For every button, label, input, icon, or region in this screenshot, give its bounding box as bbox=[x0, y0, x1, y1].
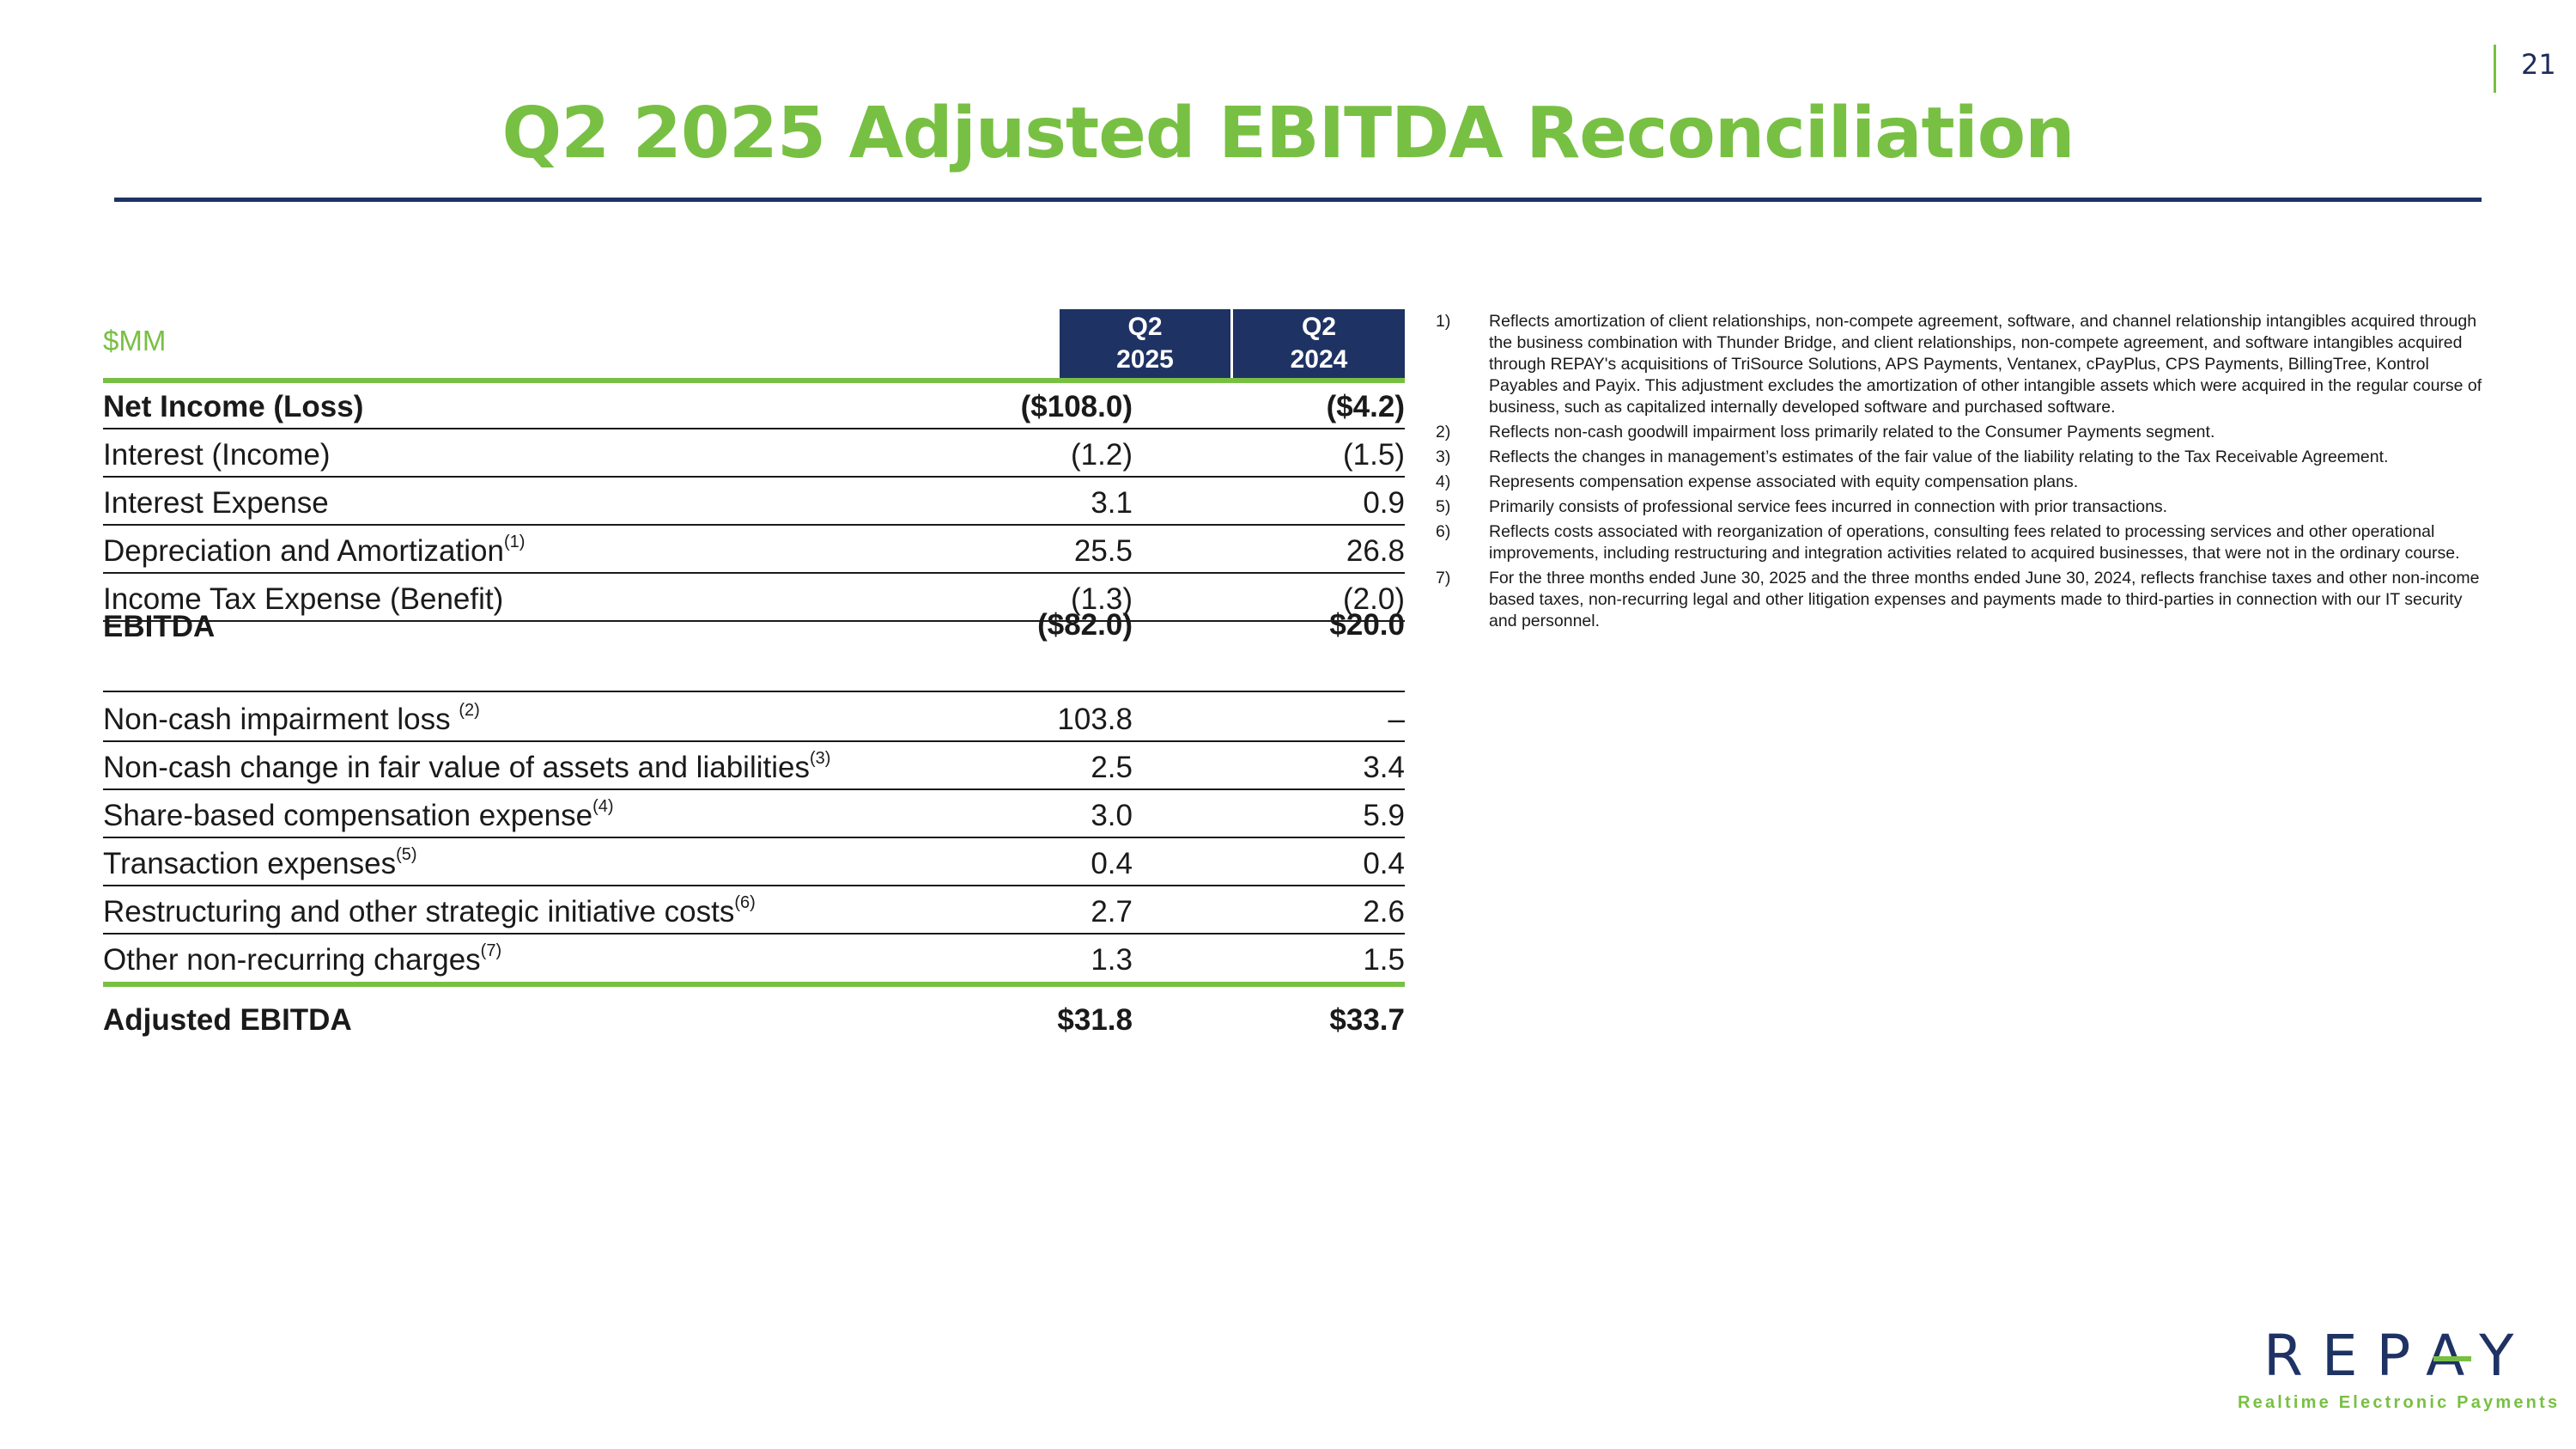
row-value-2025: 0.4 bbox=[1091, 847, 1133, 880]
table-row-net-income bbox=[103, 381, 1405, 429]
row-label: Share-based compensation expense$^{(4)}$ bbox=[103, 797, 614, 832]
footnote-text: Reflects non-cash goodwill impairment loss primarily related to the Consumer Payments segment. bbox=[1489, 423, 2215, 441]
table-row-other-non-recurring bbox=[103, 935, 1405, 983]
row-label: Interest (Income) bbox=[103, 438, 331, 472]
footnote-item bbox=[1436, 521, 2483, 564]
footnote-number: 7) bbox=[1436, 569, 1451, 588]
logo-accent-icon bbox=[2421, 1330, 2482, 1383]
table-row-interest-income bbox=[103, 429, 1405, 478]
row-label: Adjusted EBITDA bbox=[103, 1003, 352, 1037]
footnote-text: Represents compensation expense associated with equity compensation plans. bbox=[1489, 472, 2079, 491]
row-value-2025: 25.5 bbox=[1073, 534, 1133, 568]
footnote-number: 3) bbox=[1436, 447, 1451, 466]
row-divider bbox=[103, 691, 1405, 692]
footnote-item bbox=[1436, 568, 2483, 632]
repay-logo: REPAY bbox=[2263, 1323, 2533, 1389]
page-number-divider bbox=[2494, 45, 2496, 93]
row-value-2024: (1.5) bbox=[1343, 438, 1405, 472]
page-number: 21 bbox=[2521, 48, 2556, 81]
row-value-2024: 26.8 bbox=[1346, 534, 1405, 568]
table-row-spacer bbox=[103, 646, 1405, 692]
row-label: EBITDA bbox=[103, 610, 216, 643]
row-value-2024: 3.4 bbox=[1363, 751, 1405, 784]
row-label: Interest Expense bbox=[103, 486, 329, 520]
footnote-item bbox=[1436, 422, 2483, 443]
footnote-item bbox=[1436, 472, 2483, 493]
row-label: Transaction expenses$^{(5)}$ bbox=[103, 845, 417, 880]
footnote-item bbox=[1436, 496, 2483, 518]
row-value-2025: 103.8 bbox=[1057, 703, 1133, 736]
footnote-number: 2) bbox=[1436, 423, 1451, 441]
row-label: Non-cash impairment loss $^{(2)}$ bbox=[103, 701, 480, 736]
title-divider bbox=[114, 198, 2482, 202]
table-row-fair-value bbox=[103, 742, 1405, 790]
row-value-2025: 2.5 bbox=[1091, 751, 1133, 784]
row-label: Restructuring and other strategic initiative costs$^{(6)}$ bbox=[103, 893, 756, 928]
row-value-2024: ($4.2) bbox=[1326, 390, 1405, 423]
table-row-transaction bbox=[103, 838, 1405, 886]
column-header-q2-2025 bbox=[1060, 309, 1230, 378]
row-label: Other non-recurring charges$^{(7)}$ bbox=[103, 941, 502, 977]
row-value-2024: – bbox=[1388, 703, 1405, 736]
row-value-2024: 5.9 bbox=[1363, 799, 1405, 832]
column-header-line1: Q2 bbox=[1127, 313, 1163, 341]
column-header-line2: 2024 bbox=[1290, 345, 1348, 374]
footnote-text: For the three months ended June 30, 2025 and the three months ended June 30, 2024, reflects franchise taxes and other non-income based taxes, non-recurring legal and other litigation expenses and payments made to third-parties in connection with our IT security and personnel. bbox=[1489, 569, 2480, 630]
row-label: Net Income (Loss) bbox=[103, 390, 364, 423]
table-row-restructuring bbox=[103, 886, 1405, 935]
footnote-item bbox=[1436, 447, 2483, 468]
footnote-text: Reflects the changes in management’s estimates of the fair value of the liability relating to the Tax Receivable Agreement. bbox=[1489, 447, 2389, 466]
logo-tagline: Realtime Electronic Payments bbox=[2238, 1393, 2561, 1412]
footnote-item bbox=[1436, 311, 2483, 418]
footnote-number: 1) bbox=[1436, 312, 1451, 331]
footnote-number: 4) bbox=[1436, 472, 1451, 491]
row-value-2025: 2.7 bbox=[1091, 895, 1133, 928]
row-label: Non-cash change in fair value of assets and liabilities$^{(3)}$ bbox=[103, 749, 831, 784]
row-label: Income Tax Expense (Benefit) bbox=[103, 582, 504, 616]
column-header-line2: 2025 bbox=[1116, 345, 1174, 374]
row-label: Depreciation and Amortization$^{(1)}$ bbox=[103, 533, 526, 568]
footnote-text: Primarily consists of professional service fees incurred in connection with prior transactions. bbox=[1489, 497, 2168, 516]
row-value-2024: 2.6 bbox=[1363, 895, 1405, 928]
column-header-q2-2024 bbox=[1233, 309, 1405, 378]
row-value-2025: $31.8 bbox=[1057, 1003, 1133, 1037]
row-value-2025: (1.2) bbox=[1071, 438, 1133, 472]
row-value-2025: (1.3) bbox=[1071, 582, 1133, 616]
footnote-number: 6) bbox=[1436, 522, 1451, 541]
row-value-2025: 3.1 bbox=[1091, 486, 1133, 520]
row-value-2025: ($82.0) bbox=[1037, 608, 1133, 642]
adjusted-ebitda-rule bbox=[103, 982, 1405, 987]
table-row-depreciation bbox=[103, 526, 1405, 574]
footnote-text: Reflects amortization of client relationships, non-compete agreement, software, and channel relationship intangibles acquired through the business combination with Thunder Bridge, and client relationships, non-compete agreement, and software intangibles acquired through REPAY's acquisitions of TriSource Solutions, APS Payments, Ventanex, cPayPlus, CPS Payments, BillingTree, Kontrol Payables and Payix. This adjustment excludes the amortization of other intangible assets which were acquired in the regular course of business, such as capitalized internally developed software and purchased software. bbox=[1489, 312, 2482, 417]
footnotes bbox=[1436, 311, 2483, 636]
row-value-2024: (2.0) bbox=[1343, 582, 1405, 616]
footnote-number: 5) bbox=[1436, 497, 1451, 516]
row-value-2024: $20.0 bbox=[1329, 608, 1405, 642]
row-value-2025: ($108.0) bbox=[1020, 390, 1133, 423]
column-header-line1: Q2 bbox=[1301, 313, 1337, 341]
row-value-2024: 0.9 bbox=[1363, 486, 1405, 520]
row-value-2025: 1.3 bbox=[1091, 943, 1133, 977]
row-value-2024: $33.7 bbox=[1329, 1003, 1405, 1037]
table-row-interest-expense bbox=[103, 478, 1405, 526]
table-row-impairment bbox=[103, 694, 1405, 742]
table-row-adjusted-ebitda bbox=[103, 995, 1405, 1043]
row-value-2024: 0.4 bbox=[1363, 847, 1405, 880]
footnote-text: Reflects costs associated with reorganization of operations, consulting fees related to processing services and other operational improvements, including restructuring and integration activities related to acquired businesses, that were not in the ordinary course. bbox=[1489, 522, 2460, 563]
row-value-2024: 1.5 bbox=[1363, 943, 1405, 977]
row-value-2025: 3.0 bbox=[1091, 799, 1133, 832]
page-title: Q2 2025 Adjusted EBITDA Reconciliation bbox=[501, 93, 2075, 174]
table-row-share-based bbox=[103, 790, 1405, 838]
table-unit-label: $MM bbox=[103, 325, 167, 356]
